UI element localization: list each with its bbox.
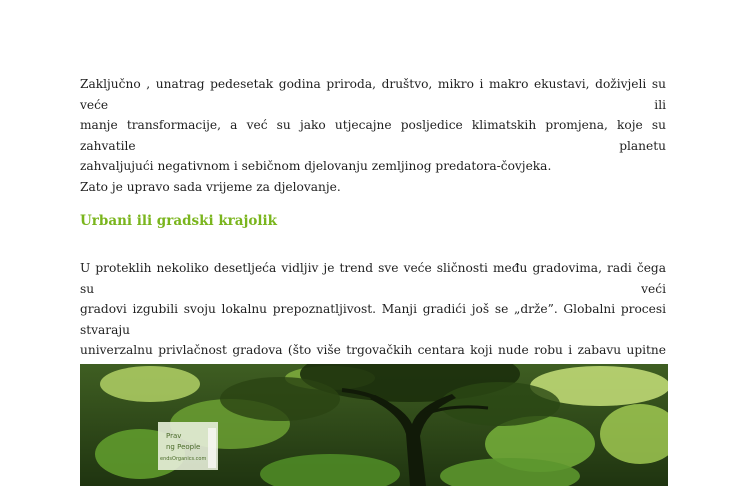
- intro-paragraph: [80, 74, 666, 197]
- park-tree-photo: [80, 364, 668, 486]
- intro-line: manje transformacije, a već su jako utjecajne posljedice klimatskih promjena, koje su zahvatile planetu: [80, 118, 666, 153]
- sign-line: ng People: [166, 443, 201, 451]
- sign-line: Prav: [166, 432, 182, 440]
- intro-line: Zaključno , unatrag pedesetak godina priroda, društvo, mikro i makro ekustavi, doživjeli su veće ili: [80, 77, 666, 112]
- section-line: U proteklih nekoliko desetljeća vidljiv je trend sve veće sličnosti među gradovima, radi čega su veći: [80, 261, 666, 296]
- section-line: gradovi izgubili svoju lokalnu prepoznatljivost. Manji gradići još se „drže”. Globalni procesi stvaraju: [80, 302, 666, 337]
- intro-line: Zato je upravo sada vrijeme za djelovanje.: [80, 179, 341, 194]
- tree-canopy-image: [80, 364, 668, 486]
- section-line: univerzalnu privlačnost gradova (što više trgovačkih centara koji nude robu i zabavu upitne: [80, 343, 666, 357]
- intro-line: zahvaljujući negativnom i sebičnom djelovanju zemljinog predatora-čovjeka.: [80, 159, 552, 173]
- section-heading: Urbani ili gradski krajolik: [80, 213, 278, 229]
- sign-line: endsOrganics.com: [160, 456, 207, 462]
